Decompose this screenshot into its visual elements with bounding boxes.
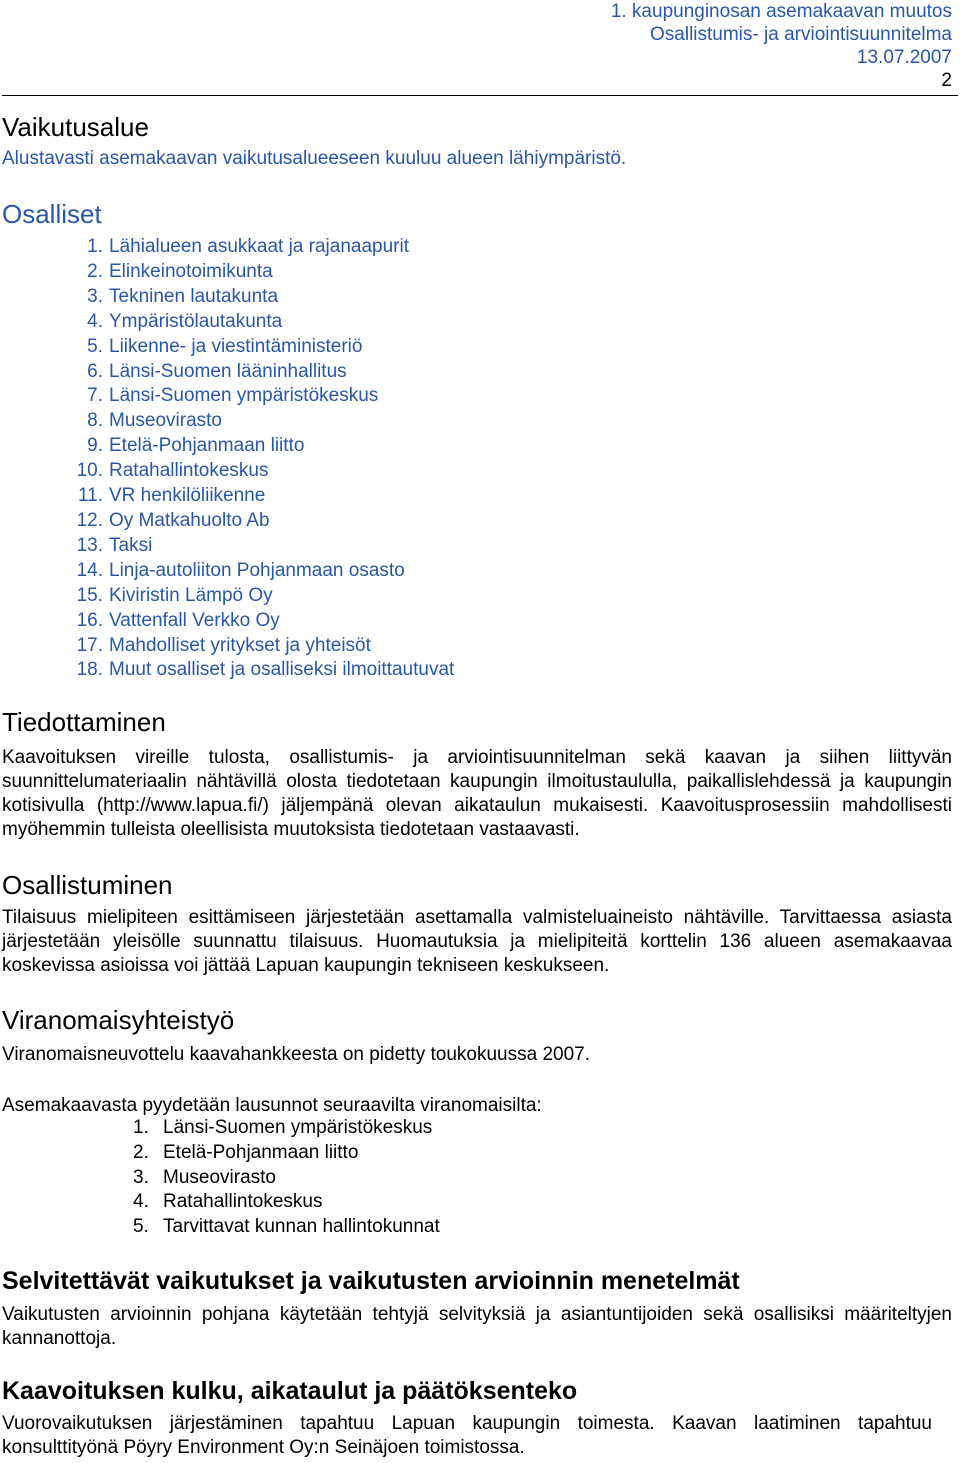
list-item: 8. Museovirasto bbox=[87, 410, 222, 432]
page-header bbox=[611, 0, 952, 92]
heading-kaavoituksen-kulku: Kaavoituksen kulku, aikataulut ja päätöksenteko bbox=[2, 1377, 578, 1405]
list-item: 4. Ratahallintokeskus bbox=[133, 1191, 323, 1213]
viranomaisyhteistyo-text: Viranomaisneuvottelu kaavahankkeesta on pidetty toukokuussa 2007. bbox=[2, 1044, 590, 1065]
header-date: 13.07.2007 bbox=[856, 47, 952, 68]
list-item: 6. Länsi-Suomen lääninhallitus bbox=[87, 360, 347, 382]
osallistuminen-text: Tilaisuus mielipiteen esittämiseen järjestetään asettamalla valmisteluaineisto nähtäville. Tarvittaessa asiasta järjestetään yleisölle suunnattu tilaisuus. Huomautuksia ja mielipiteitä korttelin 136 alueen asemakaavaa koskevissa asioissa voi jättää Lapuan kaupungin tekniseen keskukseen. bbox=[2, 907, 952, 976]
header-divider bbox=[2, 95, 958, 96]
heading-tiedottaminen: Tiedottaminen bbox=[2, 707, 166, 737]
heading-selvitettavat: Selvitettävät vaikutukset ja vaikutusten arvioinnin menetelmät bbox=[2, 1267, 740, 1295]
list-item: 10. Ratahallintokeskus bbox=[76, 460, 269, 482]
heading-osalliset: Osalliset bbox=[2, 199, 102, 229]
kaavoituksen-kulku-text: Vuorovaikutuksen järjestäminen tapahtuu Lapuan kaupungin toimesta. Kaavan laatiminen tapahtuu konsulttityönä Pöyry Environment Oy:n Seinäjoen toimistossa. bbox=[2, 1413, 932, 1458]
selvitettavat-text: Vaikutusten arvioinnin pohjana käytetään tehtyjä selvityksiä ja asiantuntijoiden sekä osallisiksi määriteltyjen kannanottoja. bbox=[2, 1304, 952, 1349]
list-item: 3. Museovirasto bbox=[133, 1166, 276, 1188]
list-item: 7. Länsi-Suomen ympäristökeskus bbox=[87, 385, 379, 407]
list-item: 9. Etelä-Pohjanmaan liitto bbox=[87, 435, 305, 457]
page-number: 2 bbox=[941, 70, 952, 91]
list-item: 11. VR henkilöliikenne bbox=[77, 485, 266, 507]
list-item: 4. Ympäristölautakunta bbox=[87, 310, 283, 332]
list-item: 17. Mahdolliset yritykset ja yhteisöt bbox=[76, 634, 371, 656]
heading-vaikutusalue: Vaikutusalue bbox=[2, 112, 149, 142]
list-item: 3. Tekninen lautakunta bbox=[87, 285, 279, 307]
heading-viranomaisyhteistyo: Viranomaisyhteistyö bbox=[2, 1005, 235, 1035]
list-item: 1. Lähialueen asukkaat ja rajanaapurit bbox=[87, 236, 409, 257]
list-item: 12. Oy Matkahuolto Ab bbox=[76, 509, 270, 531]
list-item: 5. Liikenne- ja viestintäministeriö bbox=[87, 335, 363, 357]
vaikutusalue-text: Alustavasti asemakaavan vaikutusalueeseen kuuluu alueen lähiympäristö. bbox=[2, 148, 627, 169]
heading-osallistuminen: Osallistuminen bbox=[2, 870, 173, 900]
list-item: 2. Etelä-Pohjanmaan liitto bbox=[133, 1141, 359, 1163]
header-subtitle: Osallistumis- ja arviointisuunnitelma bbox=[650, 24, 952, 45]
list-item: 5. Tarvittavat kunnan hallintokunnat bbox=[133, 1216, 440, 1238]
list-item: 13. Taksi bbox=[76, 534, 153, 556]
list-item: 2. Elinkeinotoimikunta bbox=[87, 260, 273, 282]
list-item: 15. Kiviristin Lämpö Oy bbox=[76, 584, 273, 606]
list-item: 16. Vattenfall Verkko Oy bbox=[76, 609, 280, 631]
tiedottaminen-text: Kaavoituksen vireille tulosta, osallistumis- ja arviointisuunnitelman sekä kaavan ja siihen liittyvän suunnittelumateriaalin nähtävillä olosta tiedotetaan kaupungin ilmoitustaululla, paikallislehdessä ja kaupungin kotisivulla (http://www.lapua.fi/) jäljempänä olevan aikataulun mukaisesti. Kaavoitusprosessiin mahdollisesti myöhemmin tulleista oleellisista muutoksista tiedotetaan vastaavasti. bbox=[2, 747, 952, 840]
viranomaiset-list bbox=[133, 1116, 440, 1240]
osalliset-list bbox=[60, 235, 454, 683]
lausunnot-intro: Asemakaavasta pyydetään lausunnot seuraavilta viranomaisilta: bbox=[2, 1095, 542, 1116]
list-item: 1. Länsi-Suomen ympäristökeskus bbox=[133, 1117, 433, 1138]
header-title: 1. kaupunginosan asemakaavan muutos bbox=[610, 1, 952, 22]
list-item: 18. Muut osalliset ja osalliseksi ilmoittautuvat bbox=[76, 659, 455, 681]
list-item: 14. Linja-autoliiton Pohjanmaan osasto bbox=[76, 559, 405, 581]
